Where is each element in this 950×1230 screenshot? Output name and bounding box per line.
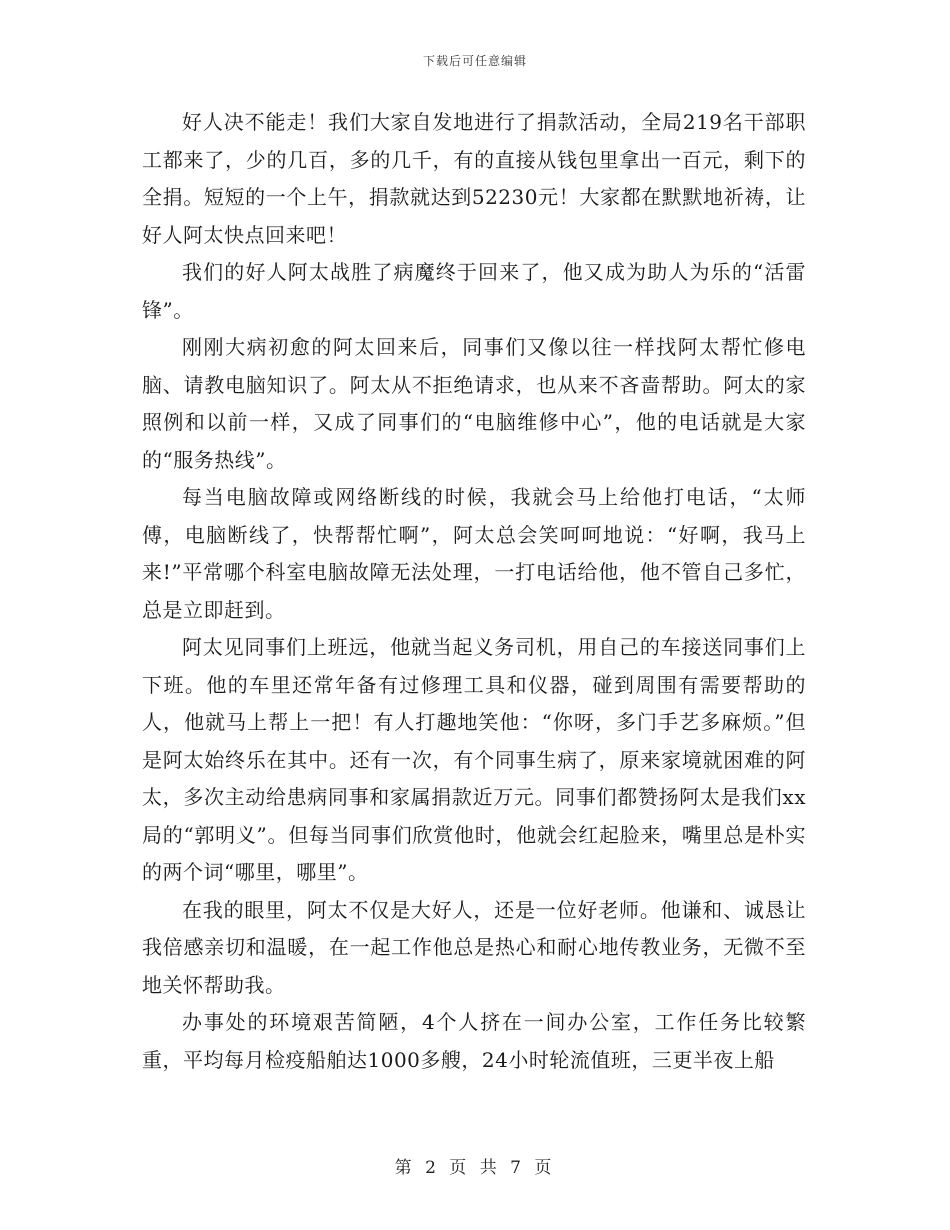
paragraph-good-teacher: 在我的眼里，阿太不仅是大好人，还是一位好老师。他谦和、诚恳让我倍感亲切和温暖，在一起工作他总是热心和耐心地传教业务，无微不至地关怀帮助我。 [142,897,806,997]
paragraph-office-environment: 办事处的环境艰苦简陋，4个人挤在一间办公室，工作任务比较繁重，平均每月检疫船舶达1000多艘，24小时轮流值班，三更半夜上船 [142,1010,806,1072]
paragraph-donation: 好人决不能走！我们大家自发地进行了捐款活动，全局219名干部职工都来了，少的几百，多的几千，有的直接从钱包里拿出一百元，剩下的全捐。短短的一个上午，捐款就达到52230元！大家都在默默地祈祷，让好人阿太快点回来吧！ [142,110,806,247]
page-number-footer: 第 2 页 共 7 页 [394,1158,556,1178]
document-body [142,104,806,1079]
paragraph-computer-help: 刚刚大病初愈的阿太回来后，同事们又像以往一样找阿太帮忙修电脑、请教电脑知识了。阿太从不拒绝请求，也从来不吝啬帮助。阿太的家照例和以前一样，又成了同事们的“电脑维修中心”，他的电话就是大家的“服务热线”。 [142,335,806,472]
paragraph-return: 我们的好人阿太战胜了病魔终于回来了，他又成为助人为乐的“活雷锋”。 [142,260,806,322]
paragraph-network-support: 每当电脑故障或网络断线的时候，我就会马上给他打电话，“太师傅，电脑断线了，快帮帮忙啊”，阿太总会笑呵呵地说：“好啊，我马上来!”平常哪个科室电脑故障无法处理，一打电话给他，他不管自己多忙，总是立即赶到。 [142,485,806,622]
page-header-note: 下载后可任意编辑 [422,54,527,68]
paragraph-volunteer-driver: 阿太见同事们上班远，他就当起义务司机，用自己的车接送同事们上下班。他的车里还常年备有过修理工具和仪器，碰到周围有需要帮助的人，他就马上帮上一把！有人打趣地笑他：“你呀，多门手艺多麻烦。”但是阿太始终乐在其中。还有一次，有个同事生病了，原来家境就困难的阿太，多次主动给患病同事和家属捐款近万元。同事们都赞扬阿太是我们xx局的“郭明义”。但每当同事们欣赏他时，他就会红起脸来，嘴里总是朴实的两个词“哪里，哪里”。 [142,635,806,884]
